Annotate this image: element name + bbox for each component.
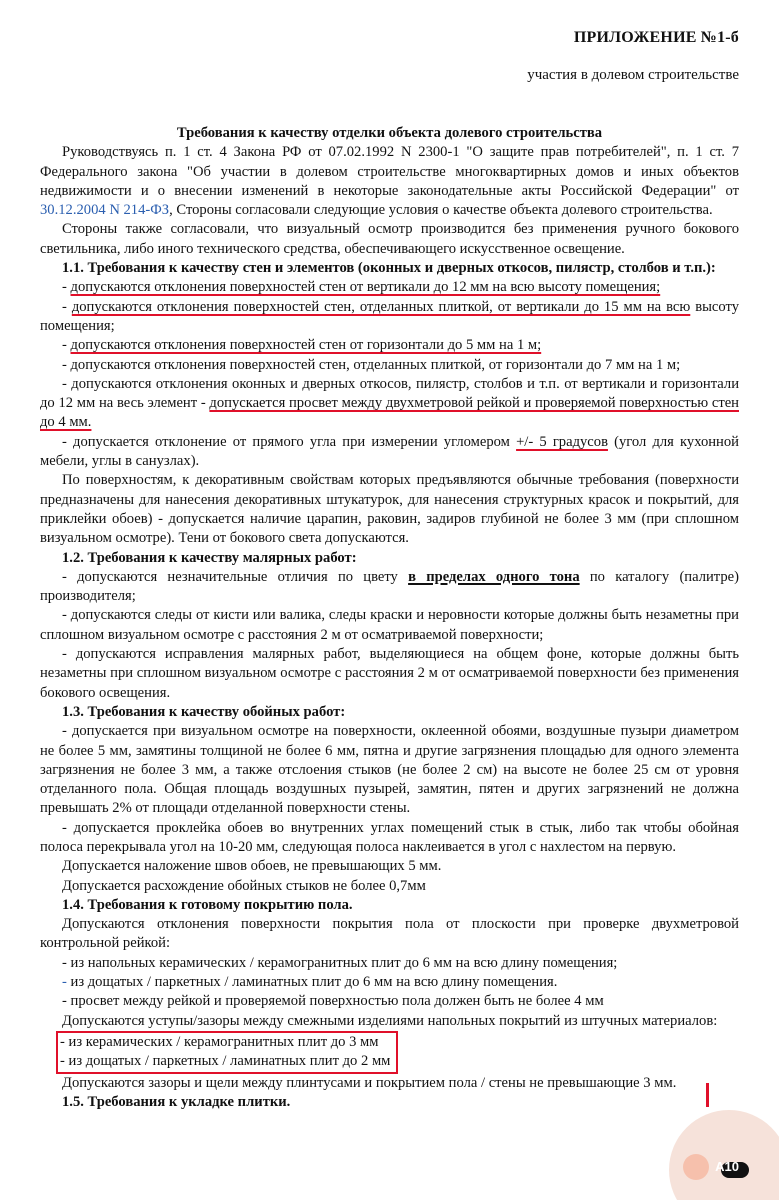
- intro-paragraph: [40, 143, 739, 220]
- item-text: - допускаются незначительные отличия по цвету: [62, 568, 409, 585]
- appendix-title: ПРИЛОЖЕНИЕ №1-б: [573, 29, 739, 46]
- dash: -: [62, 279, 71, 296]
- highlighted-text: +/- 5 градусов: [516, 433, 608, 450]
- item-text: - допускаются отклонения оконных и дверных откосов, пилястр, столбов и т.п. от вертикали и горизонтали до 12 мм на весь элемент -: [40, 375, 739, 412]
- dash: -: [62, 974, 67, 991]
- section-1-1-item-3: [40, 336, 739, 355]
- intro-paragraph-2: Стороны также согласовали, что визуальный осмотр производится без применения ручного бокового светильника, либо иного технического средства, обеспечивающего искусственное освещение.: [40, 221, 739, 257]
- document-body: [40, 124, 739, 1112]
- section-1-4-paragraph-3: Допускаются зазоры и щели между плинтусами и покрытием пола / стены не превышающие 3 мм.: [62, 1074, 677, 1091]
- highlighted-text: допускается просвет между двухметровой рейкой и проверяемой поверхностью стен до 4 мм.: [40, 395, 739, 431]
- item-text: высоту помещения;: [40, 298, 739, 334]
- section-1-2-heading: 1.2. Требования к качеству малярных работ:: [62, 549, 357, 566]
- section-1-3-item-1: - допускается при визуальном осмотре на поверхности, оклеенной обоями, воздушные пузыри диаметром не более 5 мм, замятины толщиной не более 6 мм, пятна и другие загрязнения площадью для одного элемента загрязнения не более 3 мм, а также отслоения стыков (не более 2 см) на высоте не более 25 см от уровня отделанного пола. Общая площадь воздушных пузырей, замятин, пятен и других загрязнений не должна превышать 2% от площади отделанной поверхности стены.: [40, 723, 739, 817]
- dash: -: [62, 337, 71, 354]
- boxed-item-1: - из керамических / керамогранитных плит до 3 мм: [60, 1033, 379, 1050]
- item-text: из дощатых / паркетных / ламинатных плит до 6 мм на всю длину помещения.: [66, 974, 558, 991]
- section-1-1-heading: 1.1. Требования к качеству стен и элементов (оконных и дверных откосов, пилястр, столбов и т.п.):: [62, 260, 716, 277]
- section-1-4-item-2: [40, 973, 739, 992]
- section-1-2-item-3: - допускаются исправления малярных работ, выделяющиеся на общем фоне, которые должны быть незаметны при сплошном визуальном осмотре с расстояния 2 м от осматриваемой поверхности без применения бокового освещения.: [40, 646, 739, 701]
- section-1-1-item-5: [40, 375, 739, 433]
- section-1-1-item-4: - допускаются отклонения поверхностей стен, отделанных плиткой, от горизонтали до 7 мм на 1 м;: [62, 356, 681, 373]
- item-text: - допускается отклонение от прямого угла при измерении угломером: [62, 433, 517, 450]
- emphasized-text: в пределах одного тона: [408, 568, 580, 585]
- section-1-4-paragraph-1: Допускаются отклонения поверхности покрытия пола от плоскости при проверке двухметровой контрольной рейкой:: [40, 916, 739, 952]
- dash: -: [62, 298, 72, 315]
- document-title: Требования к качеству отделки объекта долевого строительства: [176, 125, 603, 141]
- intro-text-b: , Стороны согласовали следующие условия о качестве объекта долевого строительства.: [169, 202, 713, 219]
- section-1-1-item-6: [40, 433, 739, 472]
- intro-text-a: Руководствуясь п. 1 ст. 4 Закона РФ от 07.02.1992 N 2300-1 "О защите прав потребителей", п. 1 ст. 7 Федерального закона "Об участии в долевом строительстве многоквартирных домов и иных объектов недвижимости и о внесении изменений в некоторые законодательные акты Российской Федерации" от: [40, 144, 739, 199]
- item-text: (угол для кухонной мебели, углы в санузлах).: [40, 433, 739, 470]
- section-1-3-heading: 1.3. Требования к качеству обойных работ:: [62, 703, 346, 720]
- section-1-4-heading: 1.4. Требования к готовому покрытию пола.: [62, 896, 353, 913]
- section-1-1-item-1: [40, 278, 739, 297]
- watermark: [639, 1070, 779, 1200]
- section-1-4-item-3: - просвет между рейкой и проверяемой поверхностью пола должен быть не более 4 мм: [62, 993, 604, 1010]
- highlight-box: [56, 1031, 398, 1074]
- item-text: по каталогу (палитре) производителя;: [40, 568, 739, 605]
- section-1-3-item-3: Допускается наложение швов обоев, не превышающих 5 мм.: [62, 858, 442, 875]
- appendix-subtitle: участия в долевом строительстве: [527, 67, 739, 83]
- section-1-1-paragraph: По поверхностям, к декоративным свойствам которых предъявляются обычные требования (поверхности предназначены для нанесения декоративных штукатурок, для нанесения структурных красок и покрытий, для приклейки обоев) - допускается наличие царапин, раковин, задиров глубиной не более 3 мм (при сплошном визуальном осмотре). Тени от бокового света допускаются.: [40, 472, 739, 547]
- boxed-item-2: - из дощатых / паркетных / ламинатных плит до 2 мм: [60, 1053, 391, 1070]
- section-1-1-item-2: [40, 298, 739, 337]
- watermark-shape: [669, 1110, 779, 1200]
- section-1-5-heading: 1.5. Требования к укладке плитки.: [62, 1093, 291, 1110]
- watermark-dot: [683, 1154, 709, 1180]
- intro-law-ref: 30.12.2004 N 214-ФЗ: [40, 202, 170, 219]
- section-1-2-item-2: - допускаются следы от кисти или валика, следы краски и неровности которые должны быть незаметны при сплошном визуальном осмотре с расстояния 2 м от осматриваемой поверхности;: [40, 607, 739, 643]
- highlighted-text: допускаются отклонения поверхностей стен от вертикали до 12 мм на всю высоту помещения;: [70, 279, 661, 296]
- highlighted-text: допускаются отклонения поверхностей стен от горизонтали до 5 мм на 1 м;: [70, 337, 542, 354]
- highlighted-text: допускаются отклонения поверхностей стен, отделанных плиткой, от вертикали до 15 мм на всю: [71, 298, 691, 315]
- section-1-4-item-1: - из напольных керамических / керамогранитных плит до 6 мм на всю длину помещения;: [62, 954, 618, 971]
- section-1-3-item-2: - допускается проклейка обоев во внутренних углах помещений стык в стык, либо так чтобы обойная полоса перекрывала угол на 10-20 мм, следующая полоса наклеивается в угол с нахлестом на первую.: [40, 819, 739, 855]
- section-1-4-paragraph-2: Допускаются уступы/зазоры между смежными изделиями напольных покрытий из штучных материалов:: [62, 1012, 718, 1029]
- watermark-text: A10: [715, 1158, 739, 1174]
- section-1-2-item-1: [40, 568, 739, 607]
- section-1-3-item-4: Допускается расхождение обойных стыков не более 0,7мм: [62, 877, 426, 894]
